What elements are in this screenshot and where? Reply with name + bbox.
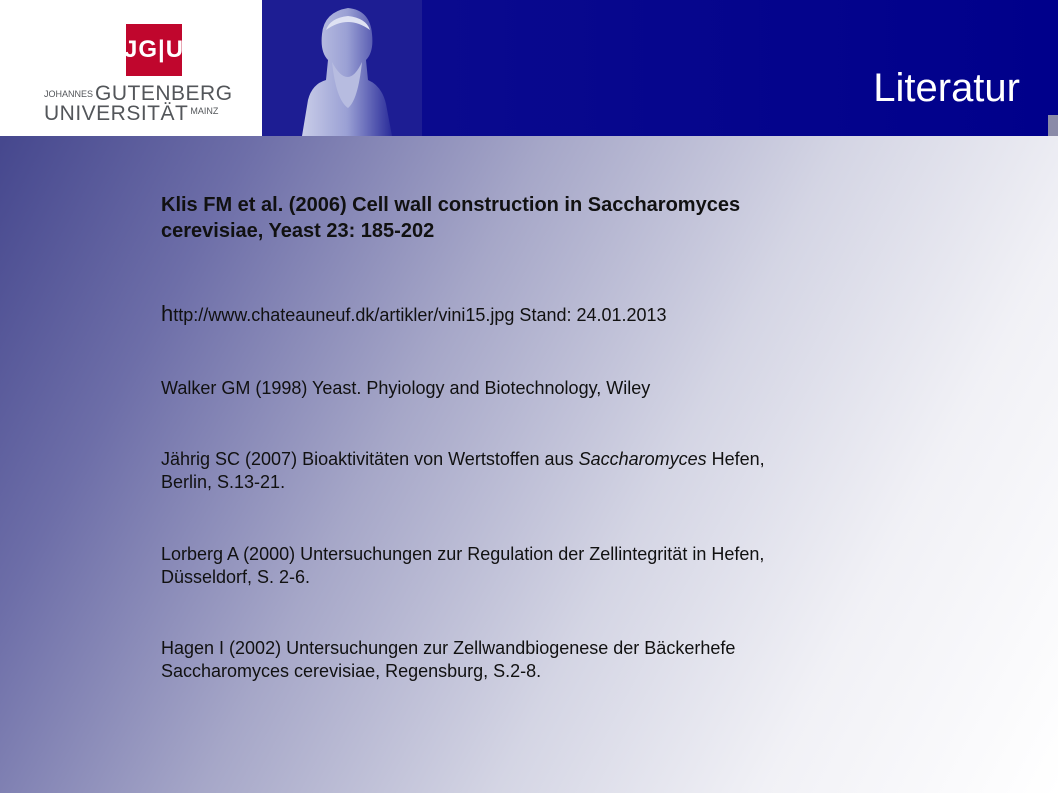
reference-line: Hagen I (2002) Untersuchungen zur Zellwandbiogenese der Bäckerhefe xyxy=(161,638,736,658)
logo-text-mainz: MAINZ xyxy=(190,106,219,116)
reference-line: Lorberg A (2000) Untersuchungen zur Regulation der Zellintegrität in Hefen, xyxy=(161,544,765,564)
logo-text-universitaet: UNIVERSITÄT xyxy=(44,102,189,125)
slide-title: Literatur xyxy=(873,66,1020,110)
reference-line: cerevisiae, Yeast 23: 185-202 xyxy=(161,220,435,242)
university-logo xyxy=(0,0,262,136)
logo-mark: JG|U xyxy=(126,24,182,76)
reference-url-text: ttp://www.chateauneuf.dk/artikler/vini15.jpg Stand: 24.01.2013 xyxy=(173,305,667,325)
reference-line: Düsseldorf, S. 2-6. xyxy=(161,567,311,587)
reference-item xyxy=(161,377,650,400)
logo-text-line2 xyxy=(44,102,218,126)
reference-line xyxy=(161,448,765,471)
gutenberg-statue-image xyxy=(262,0,422,136)
logo-text-gutenberg: GUTENBERG xyxy=(95,82,233,105)
reference-line: Saccharomyces cerevisiae, Regensburg, S.2-8. xyxy=(161,661,542,681)
header-bar xyxy=(0,0,1058,136)
reference-text: Hefen, xyxy=(706,449,765,469)
header-edge-strip xyxy=(1048,115,1058,136)
reference-line: Klis FM et al. (2006) Cell wall construction in Saccharomyces xyxy=(161,194,741,216)
reference-first-char: h xyxy=(161,301,174,326)
reference-item xyxy=(161,637,735,683)
reference-line: Walker GM (1998) Yeast. Phyiology and Biotechnology, Wiley xyxy=(161,378,651,398)
logo-text-johannes: JOHANNES xyxy=(44,89,94,99)
reference-item xyxy=(161,543,764,589)
reference-line: Berlin, S.13-21. xyxy=(161,472,286,492)
reference-text: Jährig SC (2007) Bioaktivitäten von Wertstoffen aus xyxy=(161,449,579,469)
reference-italic-text: Saccharomyces xyxy=(578,449,707,469)
reference-item xyxy=(161,448,765,494)
reference-item xyxy=(161,302,667,327)
reference-item xyxy=(161,192,740,244)
